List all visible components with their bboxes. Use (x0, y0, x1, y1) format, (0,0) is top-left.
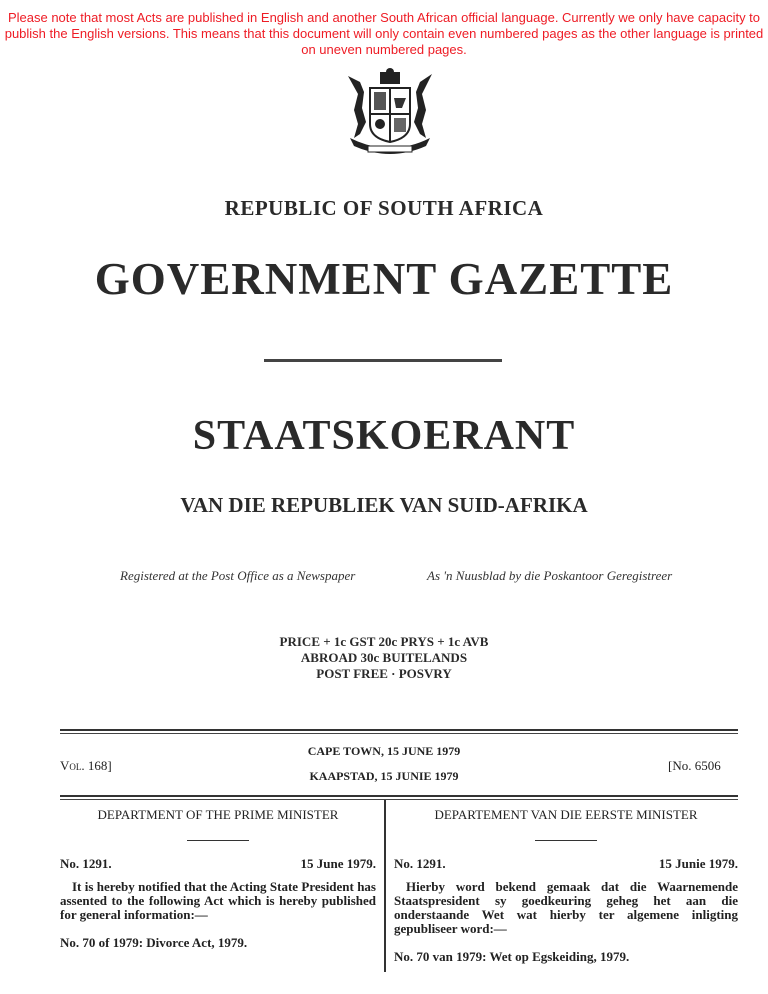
act-title: No. 70 van 1979: Wet op Egskeiding, 1979. (394, 949, 630, 964)
registration-afrikaans: As 'n Nuusblad by die Poskantoor Geregistreer (427, 568, 673, 583)
afrikaans-column (394, 808, 738, 964)
act-title: No. 70 of 1979: Divorce Act, 1979. (60, 935, 248, 950)
gazette-title: GOVERNMENT GAZETTE (94, 254, 674, 304)
notice-header (394, 857, 738, 871)
publication-notice: Please note that most Acts are published in English and another South African official language. Currently we only have capacity to publish the English versions. This means that this document will only contain even numbered pages as the other language is printed on uneven numbered pages. (4, 10, 764, 57)
registration-english: Registered at the Post Office as a Newspaper (120, 568, 356, 583)
notice-body: Hierby word bekend gemaak dat die Waarnemende Staatspresident sy goedkeuring geheg het aan die onderstaande Wet wat hierby ter algemene inligting gepubliseer word:— (394, 879, 738, 936)
column-divider (384, 800, 386, 972)
section-rule (535, 840, 597, 841)
price-block (0, 634, 768, 682)
price-line: PRICE + 1c GST 20c PRYS + 1c AVB (279, 634, 489, 649)
afrikaans-subtitle: VAN DIE REPUBLIEK VAN SUID-AFRIKA (180, 493, 588, 517)
notice-number: No. 1291. (60, 856, 112, 871)
department-heading: DEPARTEMENT VAN DIE EERSTE MINISTER (434, 807, 698, 822)
english-column (60, 808, 376, 950)
double-rule-bottom (60, 795, 738, 800)
issue-number: [No. 6506 (668, 758, 721, 773)
department-heading: DEPARTMENT OF THE PRIME MINISTER (97, 807, 339, 822)
notice-date: 15 June 1979. (300, 856, 376, 871)
country-heading: REPUBLIC OF SOUTH AFRICA (224, 196, 544, 220)
notice-number: No. 1291. (394, 856, 446, 871)
place-date-afrikaans: KAAPSTAD, 15 JUNIE 1979 (309, 769, 459, 783)
volume-prefix: Vol. (60, 758, 85, 773)
price-line: ABROAD 30c BUITELANDS (300, 650, 468, 665)
section-rule (187, 840, 249, 841)
price-line: POST FREE · POSVRY (316, 666, 452, 681)
place-date-english: CAPE TOWN, 15 JUNE 1979 (307, 744, 461, 758)
volume-number: 168] (87, 758, 112, 773)
notice-header (60, 857, 376, 871)
title-divider (264, 359, 502, 362)
staatskoerant-title: STAATSKOERANT (192, 413, 576, 459)
notice-date: 15 Junie 1979. (658, 856, 738, 871)
double-rule-top (60, 729, 738, 734)
notice-body: It is hereby notified that the Acting State President has assented to the following Act which is hereby published for general information:— (60, 879, 376, 922)
coat-of-arms-icon (340, 68, 440, 160)
